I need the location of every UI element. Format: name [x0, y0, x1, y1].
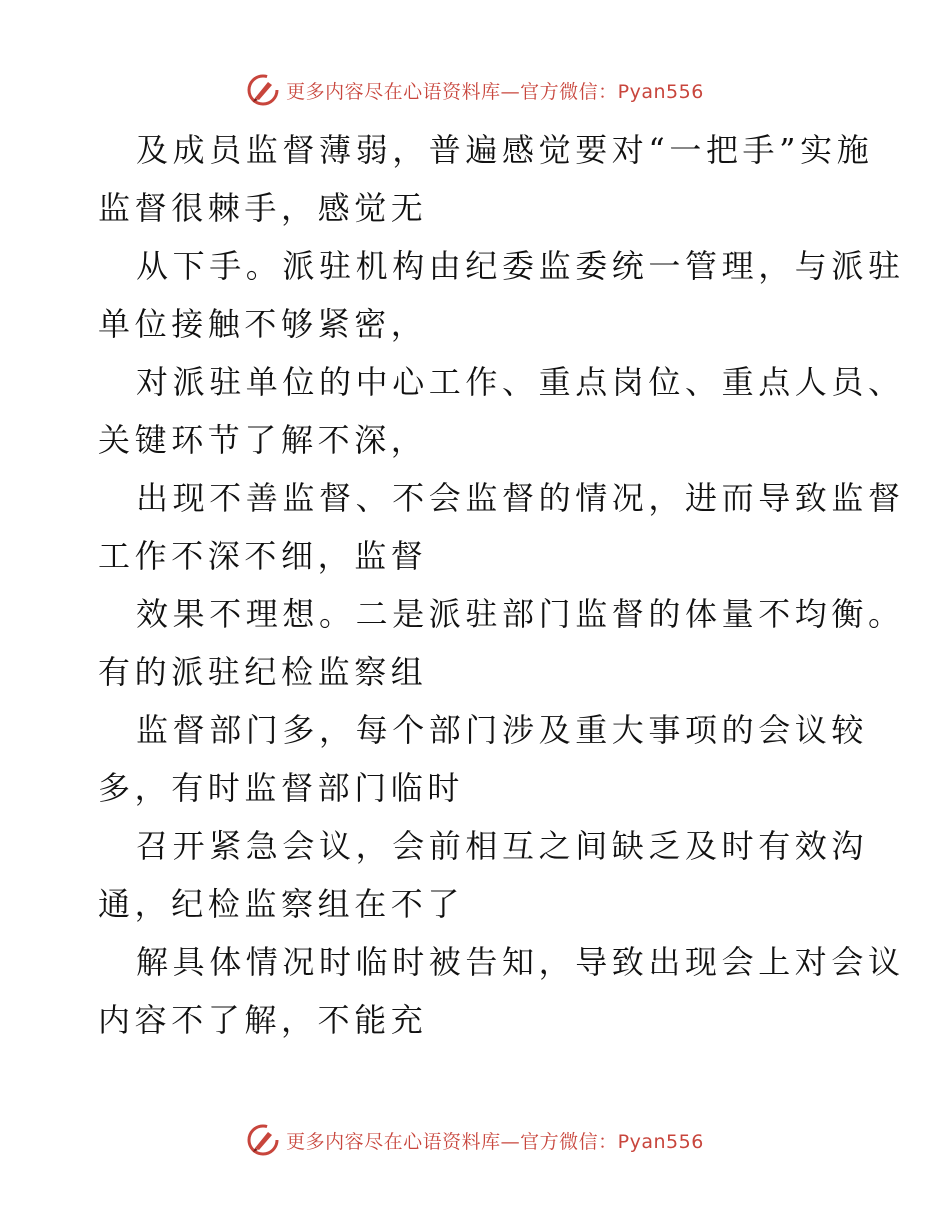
- paragraph: 从下手。派驻机构由纪委监委统一管理，与派驻 单位接触不够紧密，: [98, 247, 905, 343]
- wechat-id: Pyan556: [617, 80, 704, 103]
- brush-pen-logo-icon: [246, 73, 280, 107]
- footer-banner: [0, 1120, 950, 1160]
- paragraph: 监督部门多，每个部门涉及重大事项的会议较 多，有时监督部门临时: [98, 711, 869, 807]
- banner-text: 更多内容尽在心语资料库—官方微信：Pyan556: [286, 1130, 704, 1153]
- brush-pen-logo-icon: [246, 1123, 280, 1157]
- document-body: [98, 121, 905, 1049]
- paragraph: 解具体情况时临时被告知，导致出现会上对会议 内容不了解，不能充: [98, 943, 905, 1039]
- wechat-id: Pyan556: [617, 1130, 704, 1153]
- paragraph: 效果不理想。二是派驻部门监督的体量不均衡。 有的派驻纪检监察组: [98, 595, 905, 691]
- paragraph: 及成员监督薄弱，普遍感觉要对“一把手”实施 监督很棘手，感觉无: [98, 131, 874, 227]
- paragraph: 召开紧急会议，会前相互之间缺乏及时有效沟 通，纪检监察组在不了: [98, 827, 869, 923]
- paragraph: 出现不善监督、不会监督的情况，进而导致监督 工作不深不细，监督: [98, 479, 905, 575]
- header-banner: [0, 70, 950, 110]
- banner-text: 更多内容尽在心语资料库—官方微信：Pyan556: [286, 80, 704, 103]
- paragraph: 对派驻单位的中心工作、重点岗位、重点人员、 关键环节了解不深，: [98, 363, 905, 459]
